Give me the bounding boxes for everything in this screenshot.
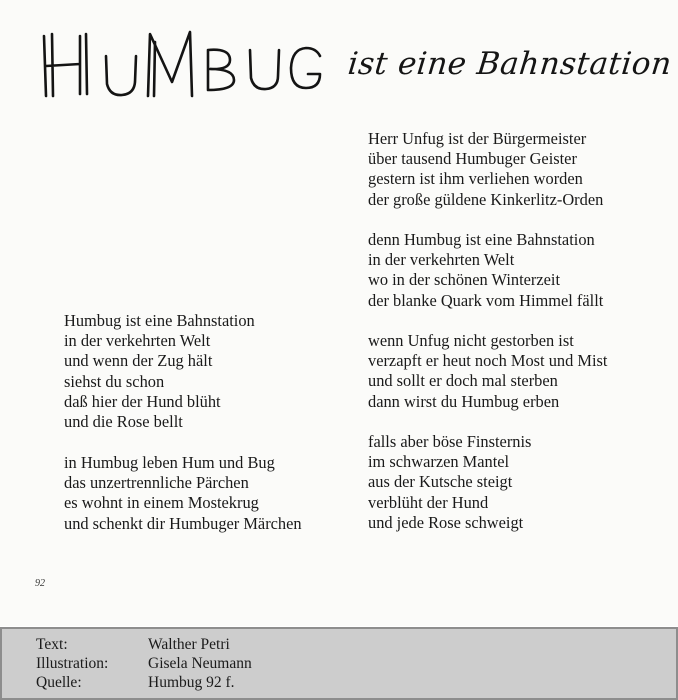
poem-stanza-right-4 bbox=[368, 432, 531, 533]
credit-label: Text: bbox=[36, 636, 68, 653]
title-tagline: ist eine Bahnstation bbox=[346, 46, 674, 82]
poem-line: und wenn der Zug hält bbox=[64, 351, 213, 371]
credit-value: Humbug 92 f. bbox=[148, 674, 235, 691]
poem-line: denn Humbug ist eine Bahnstation bbox=[368, 230, 595, 249]
poem-line: aus der Kutsche steigt bbox=[368, 472, 513, 492]
poem-line: gestern ist ihm verliehen worden bbox=[368, 169, 583, 189]
poem-line: dann wirst du Humbug erben bbox=[368, 391, 560, 411]
poem-line: falls aber böse Finsternis bbox=[368, 432, 532, 451]
credit-label: Illustration: bbox=[36, 655, 109, 672]
poem-line: verzapft er heut noch Most und Mist bbox=[368, 351, 608, 371]
poem-line: Herr Unfug ist der Bürgermeister bbox=[368, 129, 587, 148]
poem-stanza-right-1 bbox=[368, 129, 603, 210]
title-humbug-lettering bbox=[30, 22, 330, 102]
poem-line: verblüht der Hund bbox=[368, 492, 489, 512]
poem-line: in Humbug leben Hum und Bug bbox=[64, 453, 275, 472]
poem-line: über tausend Humbuger Geister bbox=[368, 149, 577, 169]
poem-stanza-left-1 bbox=[64, 311, 255, 432]
poem-line: in der verkehrten Welt bbox=[368, 250, 515, 270]
poem-line: daß hier der Hund blüht bbox=[64, 391, 221, 411]
poem-line: im schwarzen Mantel bbox=[368, 452, 510, 472]
credit-value: Gisela Neumann bbox=[148, 655, 252, 672]
poem-line: in der verkehrten Welt bbox=[64, 331, 211, 351]
poem-line: und die Rose bellt bbox=[64, 411, 183, 431]
poem-stanza-right-3 bbox=[368, 331, 607, 412]
poem-line: und schenkt dir Humbuger Märchen bbox=[64, 513, 302, 533]
poem-line: es wohnt in einem Mostekrug bbox=[64, 493, 259, 513]
page-number: 92 bbox=[35, 578, 45, 589]
poem-line: der blanke Quark vom Himmel fällt bbox=[368, 290, 604, 310]
poem-line: wo in der schönen Winterzeit bbox=[368, 270, 561, 290]
poem-line: und jede Rose schweigt bbox=[368, 512, 524, 532]
poem-stanza-right-2 bbox=[368, 230, 603, 311]
credit-label: Quelle: bbox=[36, 674, 82, 691]
poem-line: das unzertrennliche Pärchen bbox=[64, 473, 249, 493]
poem-line: siehst du schon bbox=[64, 371, 165, 391]
poem-stanza-left-2 bbox=[64, 453, 302, 534]
poem-line: wenn Unfug nicht gestorben ist bbox=[368, 331, 574, 350]
poem-line: Humbug ist eine Bahnstation bbox=[64, 311, 255, 330]
credit-value: Walther Petri bbox=[148, 636, 230, 653]
credits-box bbox=[0, 627, 678, 700]
poem-line: der große güldene Kinkerlitz-Orden bbox=[368, 189, 604, 209]
poem-line: und sollt er doch mal sterben bbox=[368, 371, 558, 391]
